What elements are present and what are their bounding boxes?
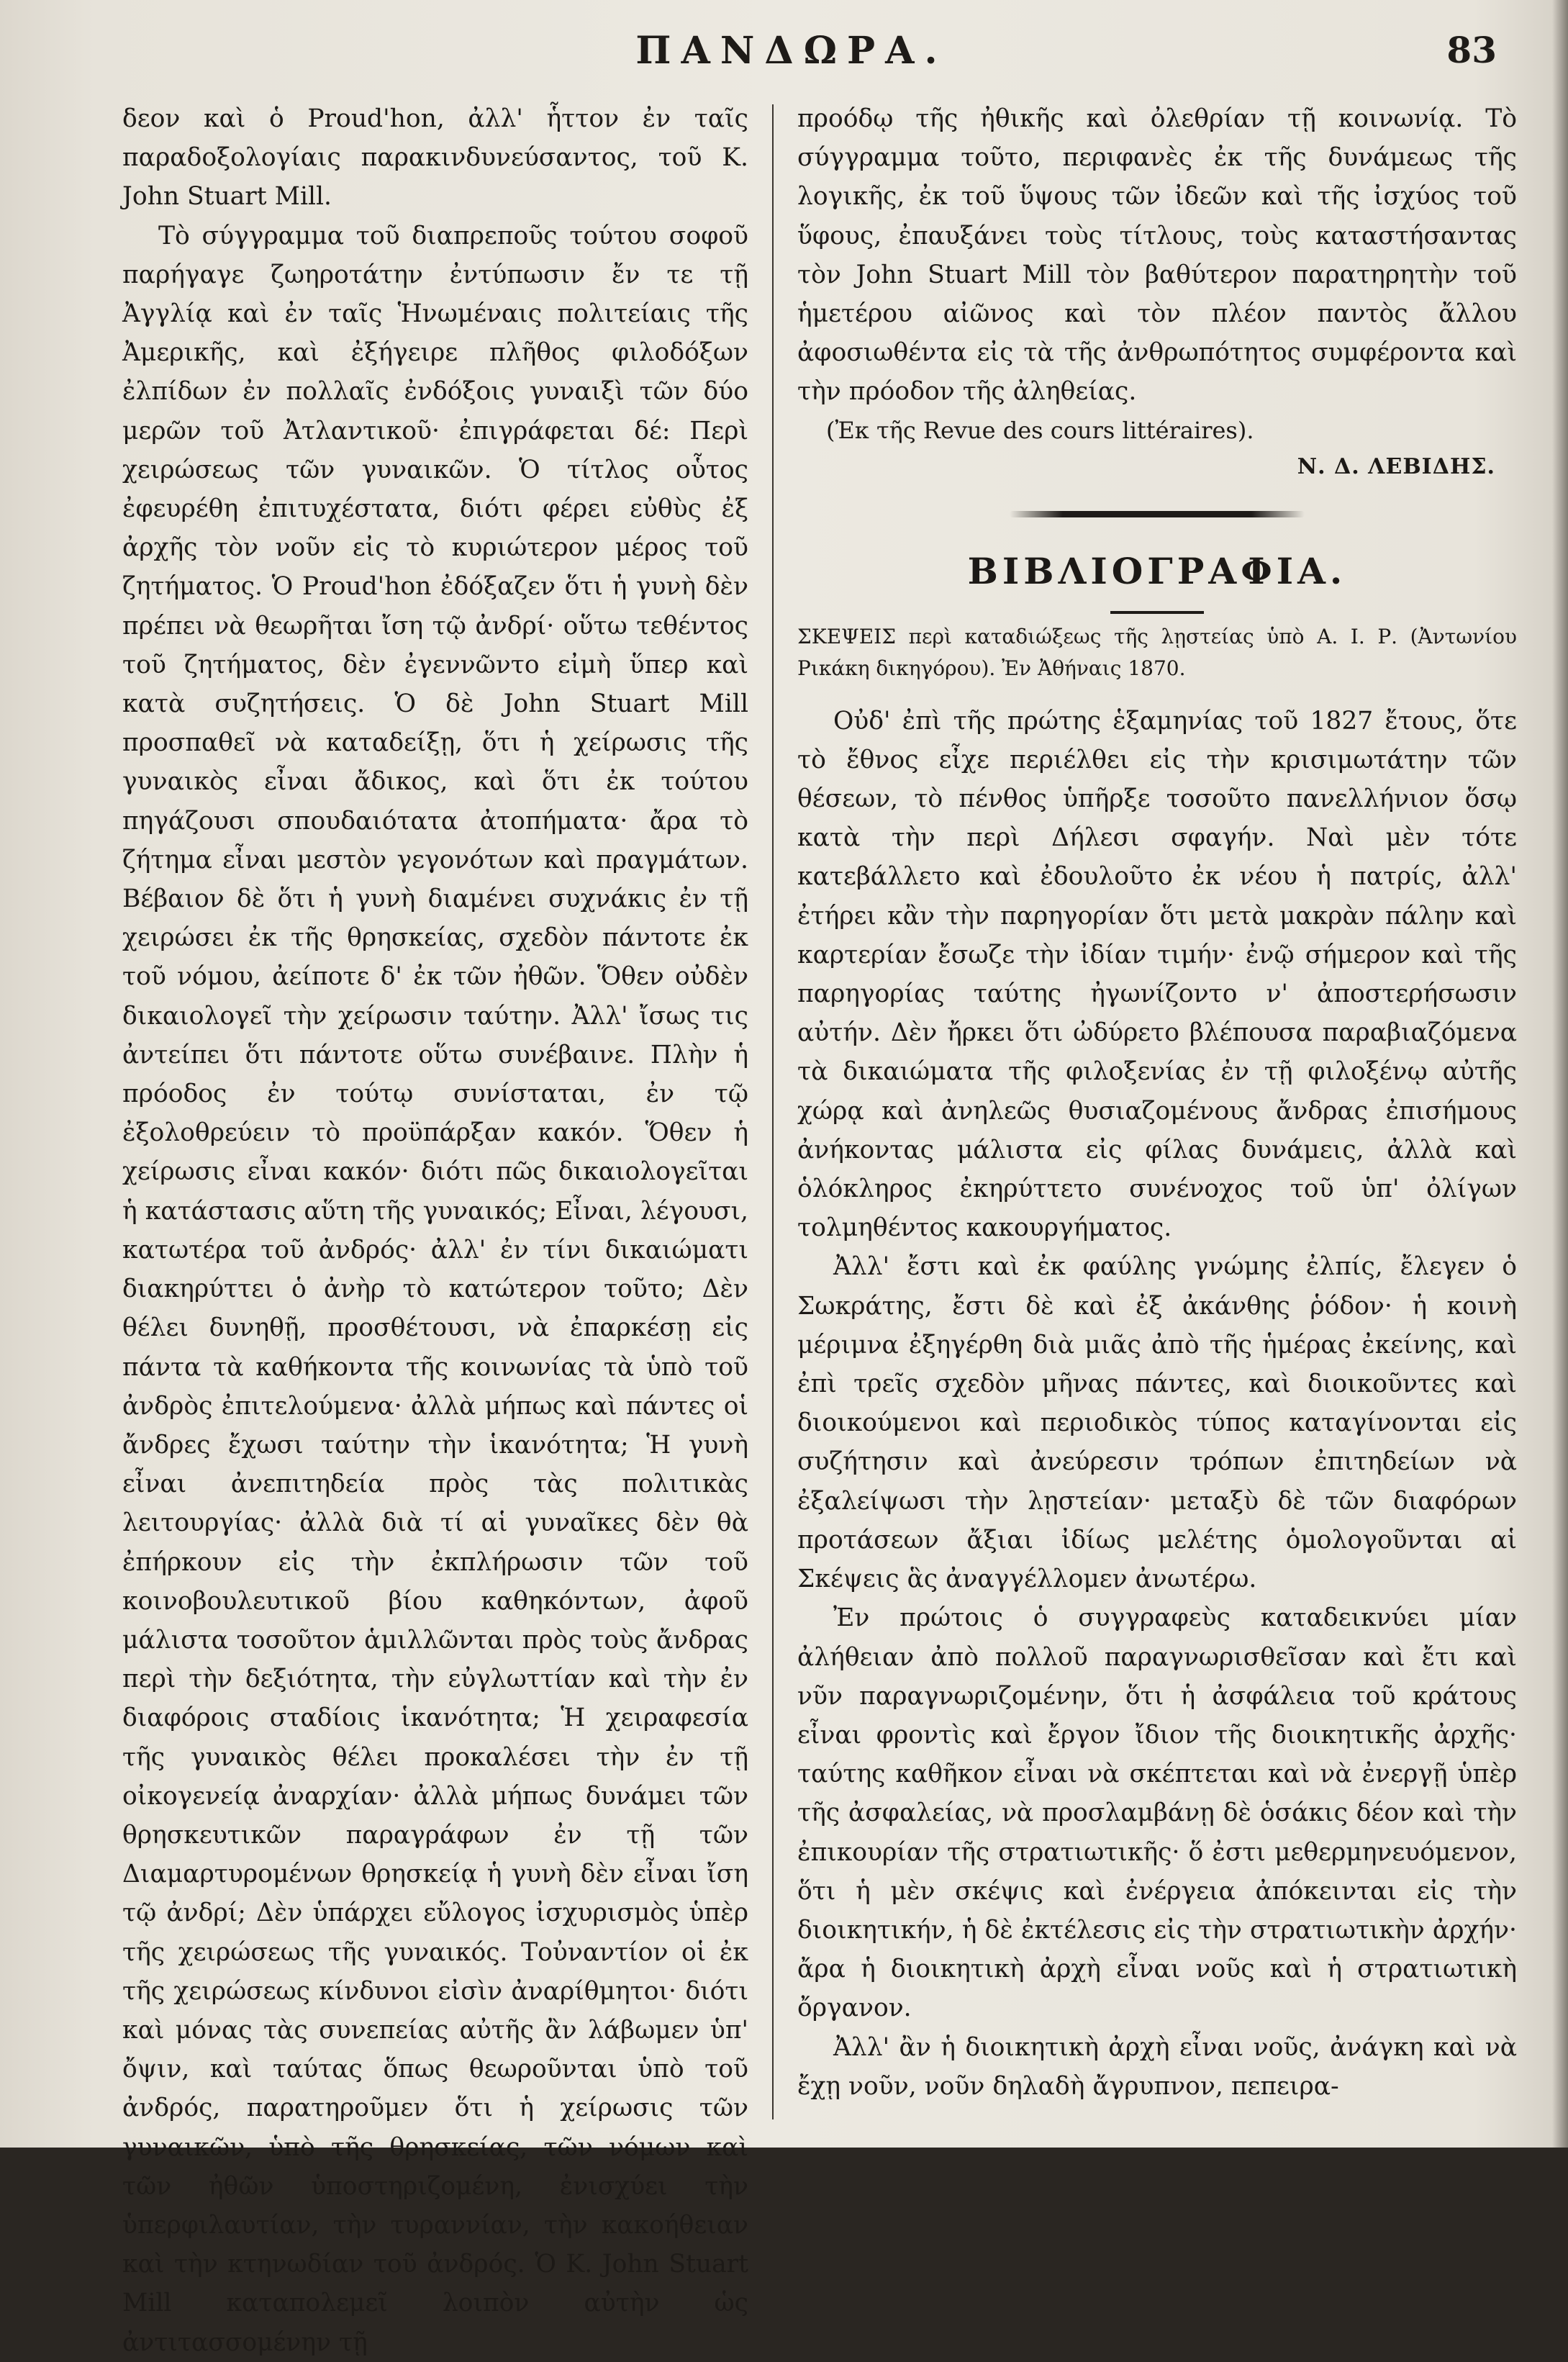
source-note: (Ἐκ τῆς Revue des cours littéraires).: [826, 416, 1254, 444]
page-number: 83: [1446, 29, 1497, 71]
section-separator: [1010, 511, 1305, 517]
running-head: [86, 29, 1497, 86]
review-paragraph: Οὐδ' ἐπὶ τῆς πρώτης ἑξαμηνίας τοῦ 1827 ἔτους, ὅτε τὸ ἔθνος εἶχε περιέλθει εἰς τὴν κρισιμωτάτην τῶν θέσεων, τὸ πένθος ὑπῆρξε τοσοῦτο πανελλήνιον ὅσῳ κατὰ τὴν περὶ Δήλεσι σφαγήν. Ναὶ μὲν τότε κατεβάλλετο καὶ ἐδουλοῦτο ἐκ νέου ἡ πατρίς, ἀλλ' ἐτήρει κἂν τὴν παρηγορίαν ὅτι μετὰ μακρὰν πάλην καὶ καρτερίαν ἔσωζε τὴν ἰδίαν τιμήν· ἐνῷ σήμερον καὶ τῆς παρηγορίας ταύτης ἠγωνίζοντο ν' ἀποστερήσωσιν αὐτήν. Δὲν ἤρκει ὅτι ὠδύρετο βλέπουσα παραβιαζόμενα τὰ δικαιώματα τῆς φιλοξενίας ἐν τῇ φιλοξένῳ αὐτῆς χώρᾳ καὶ ἀνηλεῶς θυσιαζομένους ἄνδρας ἐπισήμους ἀνήκοντας μάλιστα εἰς φίλας δυνάμεις, ἀλλὰ καὶ ὁλόκληρος ἐκηρύττετο συνένοχος τοῦ ὑπ' ὀλίγων τολμηθέντος κακουργήματος.: [797, 706, 1517, 1243]
article-paragraph: δεον καὶ ὁ Proud'hon, ἀλλ' ἧττον ἐν ταῖς παραδοξολογίαις παρακινδυνεύσαντος, τοῦ Κ. John Stuart Mill.: [122, 104, 748, 212]
article-paragraph: προόδῳ τῆς ἠθικῆς καὶ ὀλεθρίαν τῇ κοινωνίᾳ. Τὸ σύγγραμμα τοῦτο, περιφανὲς ἐκ τῆς δυνάμεως τῆς λογικῆς, ἐκ τοῦ ὕψους τῶν ἰδεῶν καὶ τῆς ἰσχύος τοῦ ὕφους, ἐπαυξάνει τοὺς τίτλους, τοὺς καταστήσαντας τὸν John Stuart Mill τὸν βαθύτερον παρατηρητὴν τοῦ ἡμετέρου αἰῶνος καὶ τὸν πλέον παντὸς ἄλλου ἀφοσιωθέντα εἰς τὰ τῆς ἀνθρωπότητος συμφέροντα καὶ τὴν πρόοδον τῆς ἀληθείας.: [797, 104, 1517, 407]
page-edge-shadow: [1552, 0, 1568, 2148]
journal-title: ΠΑΝΔΩΡΑ.: [635, 29, 948, 73]
right-column: [797, 99, 1517, 2106]
title-underline: [1110, 611, 1204, 614]
review-paragraph: Ἐν πρώτοις ὁ συγγραφεὺς καταδεικνύει μίαν ἀλήθειαν ἀπὸ πολλοῦ παραγνωρισθεῖσαν καὶ ἔτι καὶ νῦν παραγνωριζομένην, ὅτι ἡ ἀσφάλεια τοῦ κράτους εἶναι φροντὶς καὶ ἔργον ἴδιον τῆς διοικητικῆς ἀρχῆς· ταύτης καθῆκον εἶναι νὰ σκέπτεται καὶ νὰ ἐνεργῇ ὑπὲρ τῆς ἀσφαλείας, νὰ προσλαμβάνῃ δὲ ὁσάκις δέον καὶ τὴν ἐπικουρίαν τῆς στρατιωτικῆς· ὅ ἐστι μεθερμηνευόμενον, ὅτι ἡ μὲν σκέψις καὶ ἐνέργεια ἀπόκεινται εἰς τὴν διοικητικήν, ἡ δὲ ἐκτέλεσις εἰς τὴν στρατιωτικὴν ἀρχήν· ἄρα ἡ διοικητικὴ ἀρχὴ εἶναι νοῦς καὶ ἡ στρατιωτικὴ ὄργανον.: [797, 1603, 1517, 2023]
review-paragraph: Ἀλλ' ἔστι καὶ ἐκ φαύλης γνώμης ἐλπίς, ἔλεγεν ὁ Σωκράτης, ἔστι δὲ καὶ ἐξ ἀκάνθης ῥόδον· ἡ κοινὴ μέριμνα ἐξηγέρθη διὰ μιᾶς ἀπὸ τῆς ἡμέρας ἐκείνης, καὶ ἐπὶ τρεῖς σχεδὸν μῆνας πάντες, καὶ διοικοῦντες καὶ διοικούμενοι καὶ περιοδικὸς τύπος καταγίνονται εἰς συζήτησιν καὶ ἀνεύρεσιν τρόπων ἐπιτηδείων νὰ ἐξαλείψωσι τὴν λῃστείαν· μεταξὺ δὲ τῶν διαφόρων προτάσεων ἄξιαι ἰδίως μελέτης ὁμολογοῦνται αἱ Σκέψεις ἃς ἀναγγέλλομεν ἀνωτέρω.: [797, 1252, 1517, 1594]
review-paragraph: Ἀλλ' ἂν ἡ διοικητικὴ ἀρχὴ εἶναι νοῦς, ἀνάγκη καὶ νὰ ἔχῃ νοῦν, νοῦν δηλαδὴ ἄγρυπνον, πεπειρα-: [797, 2032, 1517, 2101]
author-signature: Ν. Δ. ΛΕΒΙΔΗΣ.: [1297, 453, 1495, 479]
bibliography-entry: ΣΚΕΨΕΙΣ περὶ καταδιώξεως τῆς λῃστείας ὑπὸ Α. Ι. Ρ. (Ἀντωνίου Ρικάκη δικηγόρου). Ἐν Ἀθήναις 1870.: [797, 624, 1517, 680]
left-column: [122, 99, 748, 2362]
article-paragraph: Τὸ σύγγραμμα τοῦ διαπρεποῦς τούτου σοφοῦ παρήγαγε ζωηροτάτην ἐντύπωσιν ἔν τε τῇ Ἀγγλίᾳ καὶ ἐν ταῖς Ἡνωμέναις πολιτείαις τῆς Ἀμερικῆς, καὶ ἐξήγειρε πλῆθος φιλοδόξων ἐλπίδων ἐν πολλαῖς ἐνδόξοις γυναιξὶ τῶν δύο μερῶν τοῦ Ἀτλαντικοῦ· ἐπιγράφεται δέ: Περὶ χειρώσεως τῶν γυναικῶν. Ὁ τίτλος οὗτος ἐφευρέθη ἐπιτυχέστατα, διότι φέρει εὐθὺς ἐξ ἀρχῆς τὸν νοῦν εἰς τὸ κυριώτερον μέρος τοῦ ζητήματος. Ὁ Proud'hon ἐδόξαζεν ὅτι ἡ γυνὴ δὲν πρέπει νὰ θεωρῆται ἴση τῷ ἀνδρί· οὕτω τεθέντος τοῦ ζητήματος, δὲν ἐγεννῶντο εἰμὴ ὕπερ καὶ κατὰ συζητήσεις. Ὁ δὲ John Stuart Mill προσπαθεῖ νὰ καταδείξῃ, ὅτι ἡ χείρωσις τῆς γυναικὸς εἶναι ἄδικος, καὶ ὅτι ἐκ τούτου πηγάζουσι σπουδαιότατα ἀτοπήματα· ἄρα τὸ ζήτημα εἶναι μεστὸν γεγονότων καὶ πραγμάτων. Βέβαιον δὲ ὅτι ἡ γυνὴ διαμένει συχνάκις ἐν τῇ χειρώσει ἐκ τῆς θρησκείας, σχεδὸν πάντοτε ἐκ τοῦ νόμου, ἀείποτε δ' ἐκ τῶν ἠθῶν. Ὅθεν οὐδὲν δικαιολογεῖ τὴν χείρωσιν ταύτην. Ἀλλ' ἴσως τις ἀντείπει ὅτι πάντοτε οὕτω συνέβαινε. Πλὴν ἡ πρόοδος ἐν τούτῳ συνίσταται, ἐν τῷ ἐξολοθρεύειν τὸ προϋπάρξαν κακόν. Ὅθεν ἡ χείρωσις εἶναι κακόν· διότι πῶς δικαιολογεῖται ἡ κατάστασις αὕτη τῆς γυναικός; Εἶναι, λέγουσι, κατωτέρα τοῦ ἀνδρός· ἀλλ' ἐν τίνι δικαιώματι διακηρύττει ὁ ἀνὴρ τὸ κατώτερον τοῦτο; Δὲν θέλει δυνηθῇ, προσθέτουσι, νὰ ἐπαρκέσῃ εἰς πάντα τὰ καθήκοντα τῆς κοινωνίας τὰ ὑπὸ τοῦ ἀνδρὸς ἐπιτελούμενα· ἀλλὰ μήπως καὶ πάντες οἱ ἄνδρες ἔχωσι ταύτην τὴν ἱκανότητα; Ἡ γυνὴ εἶναι ἀνεπιτηδεία πρὸς τὰς πολιτικὰς λειτουργίας· ἀλλὰ διὰ τί αἱ γυναῖκες δὲν θὰ ἐπήρκουν εἰς τὴν ἐκπλήρωσιν τῶν τοῦ κοινοβουλευτικοῦ βίου καθηκόντων, ἀφοῦ μάλιστα τοσοῦτον ἁμιλλῶνται πρὸς τοὺς ἄνδρας περὶ τὴν δεξιότητα, τὴν εὐγλωττίαν καὶ τὴν ἐν διαφόροις σταδίοις ἱκανότητα; Ἡ χειραφεσία τῆς γυναικὸς θέλει προκαλέσει τὴν ἐν τῇ οἰκογενείᾳ ἀναρχίαν· ἀλλὰ μήπως δυνάμει τῶν θρησκευτικῶν παραγράφων ἐν τῇ τῶν Διαμαρτυρομένων θρησκείᾳ ἡ γυνὴ δὲν εἶναι ἴση τῷ ἀνδρί; Δὲν ὑπάρχει εὔλογος ἰσχυρισμὸς ὑπὲρ τῆς χειρώσεως τῆς γυναικός. Τοὐναντίον οἱ ἐκ τῆς χειρώσεως κίνδυνοι εἰσὶν ἀναρίθμητοι· διότι καὶ μόνας τὰς συνεπείας αὐτῆς ἂν λάβωμεν ὑπ' ὄψιν, καὶ ταύτας ὅπως θεωροῦνται ὑπὸ τοῦ ἀνδρός, παρατηροῦμεν ὅτι ἡ χείρωσις τῶν γυναικῶν, ὑπὸ τῆς θρησκείας, τῶν νόμων καὶ τῶν ἠθῶν ὑποστηριζομένη, ἐνισχύει τὴν ὑπερφιλαυτίαν, τὴν τυραννίαν, τὴν κακοήθειαν καὶ τὴν κτηνωδίαν τοῦ ἀνδρός. Ὁ Κ. John Stuart Mill καταπολεμεῖ λοιπὸν αὐτὴν ὡς ἀντιτασσομένην τῇ: [122, 221, 748, 2357]
column-divider: [772, 104, 774, 2119]
section-title: ΒΙΒΛΙΟΓΡΑΦΙΑ.: [967, 549, 1347, 592]
